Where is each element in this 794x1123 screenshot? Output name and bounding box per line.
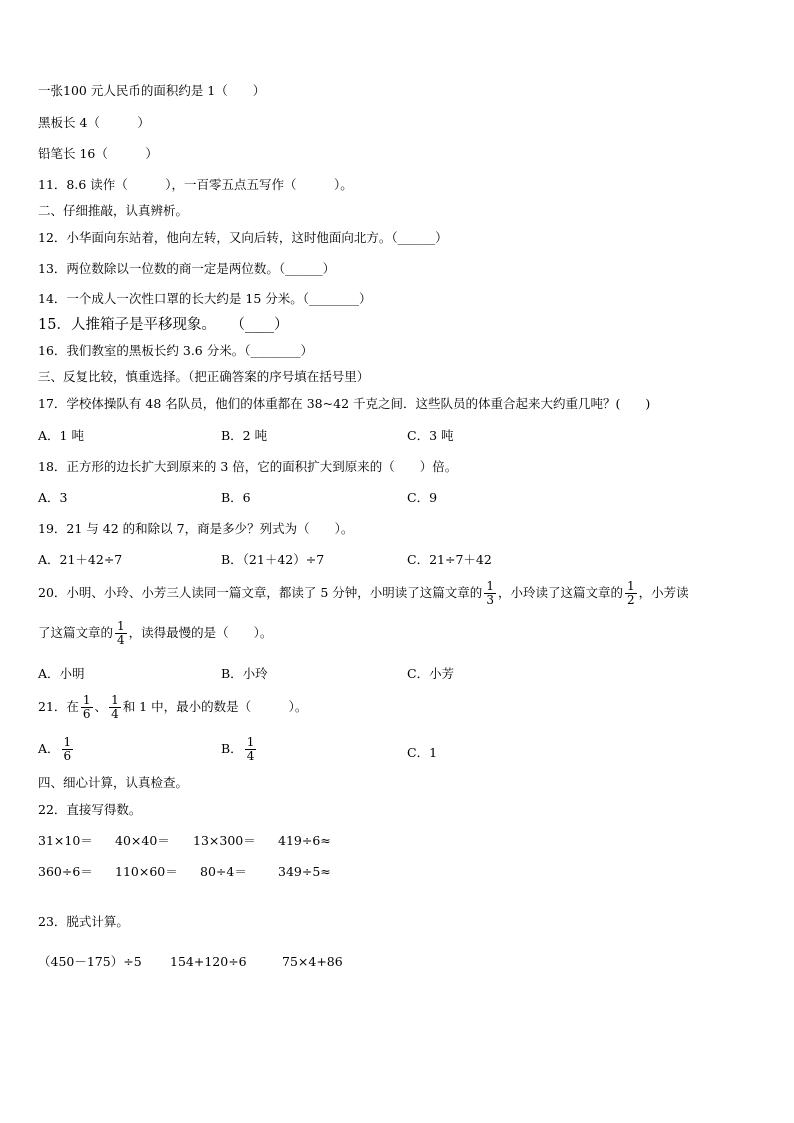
calc-item: 31×10＝ (38, 833, 93, 848)
question-11: 11．8.6 读作（ ），一百零五点五写作（ ）。 (38, 177, 353, 192)
q21-text-3: 和 1 中，最小的数是（ ）。 (122, 699, 308, 714)
q20-text-2: ，小玲读了这篇文章的 (497, 585, 623, 600)
question-20-line-2 (38, 620, 272, 647)
fraction-one-third: $\frac{1}{3}$ (486, 579, 494, 607)
question-18: 18．正方形的边长扩大到原来的 3 倍，它的面积扩大到原来的（ ）倍。 (38, 459, 458, 474)
calc-item: 80÷4＝ (200, 864, 247, 879)
section-3-heading: 三、反复比较，慎重选择。（把正确答案的序号填在括号里） (38, 369, 370, 384)
question-23: 23．脱式计算。 (38, 914, 129, 929)
q20-text-1: 20．小明、小玲、小芳三人读同一篇文章，都读了 5 分钟，小明读了这篇文章的 (38, 585, 483, 600)
question-16: 16．我们教室的黑板长约 3.6 分米。（________） (38, 343, 313, 358)
q17-option-b: B．2 吨 (221, 428, 268, 443)
calc-expression: （450－175）÷5 (38, 954, 142, 969)
fraction-one-quarter-b: $\frac{1}{4}$ (111, 693, 119, 721)
q19-option-c: C．21÷7＋42 (407, 552, 492, 567)
fraction-one-sixth-option: $\frac{1}{6}$ (63, 735, 72, 763)
q21-option-b: B． $\frac{1}{4}$ (221, 735, 255, 763)
line-blackboard-length: 黑板长 4（ ） (38, 115, 150, 130)
question-12: 12．小华面向东站着，他向左转，又向后转，这时他面向北方。（______） (38, 230, 448, 245)
q21-option-a: A． $\frac{1}{6}$ (38, 735, 72, 763)
q18-option-c: C．9 (407, 490, 438, 505)
section-2-heading: 二、仔细推敲，认真辨析。 (38, 203, 189, 218)
q20-option-b: B．小玲 (221, 666, 268, 681)
q19-option-a: A．21＋42÷7 (38, 552, 123, 567)
q19-option-b: B．（21＋42）÷7 (221, 552, 325, 567)
question-21 (38, 694, 307, 721)
calc-item: 110×60＝ (115, 864, 178, 879)
q18-option-a: A．3 (38, 490, 68, 505)
question-20-line-1 (38, 580, 689, 607)
q17-option-a: A．1 吨 (38, 428, 84, 443)
q20-option-c: C．小芳 (407, 666, 455, 681)
calc-expression: 154+120÷6 (170, 954, 247, 969)
calc-item: 360÷6＝ (38, 864, 93, 879)
question-19: 19．21 与 42 的和除以 7，商是多少？列式为（ ）。 (38, 521, 354, 536)
calc-expression: 75×4+86 (282, 954, 343, 969)
q21-option-c: C．1 (407, 745, 438, 760)
line-banknote-area: 一张100 元人民币的面积约是 1（ ） (38, 83, 266, 98)
q21-text-2: 、 (94, 699, 108, 714)
q20-text-3: ，小芳读 (638, 585, 689, 600)
q20-text-5: ，读得最慢的是（ ）。 (128, 625, 273, 640)
calc-item: 349÷5≈ (278, 864, 331, 879)
section-4-heading: 四、细心计算，认真检查。 (38, 775, 189, 790)
q21-text-1: 21．在 (38, 699, 79, 714)
question-13: 13．两位数除以一位数的商一定是两位数。（______） (38, 261, 336, 276)
fraction-one-quarter-option: $\frac{1}{4}$ (246, 735, 255, 763)
q20-option-a: A．小明 (38, 666, 85, 681)
question-14: 14．一个成人一次性口罩的长大约是 15 分米。（________） (38, 291, 372, 306)
calc-item: 13×300＝ (193, 833, 256, 848)
question-22: 22．直接写得数。 (38, 802, 142, 817)
calc-item: 419÷6≈ (278, 833, 331, 848)
question-15: 15．人推箱子是平移现象。 （____） (38, 317, 289, 333)
question-17: 17．学校体操队有 48 名队员，他们的体重都在 38~42 千克之间．这些队员的体重合起来大约重几吨？( ) (38, 396, 651, 411)
q20-text-4: 了这篇文章的 (38, 625, 114, 640)
q18-option-b: B．6 (221, 490, 251, 505)
fraction-one-sixth: $\frac{1}{6}$ (82, 693, 91, 721)
q17-option-c: C．3 吨 (407, 428, 454, 443)
fraction-one-quarter: $\frac{1}{4}$ (117, 619, 125, 647)
fraction-one-half: $\frac{1}{2}$ (626, 579, 635, 607)
line-pencil-length: 铅笔长 16（ ） (38, 146, 158, 161)
calc-item: 40×40＝ (115, 833, 170, 848)
